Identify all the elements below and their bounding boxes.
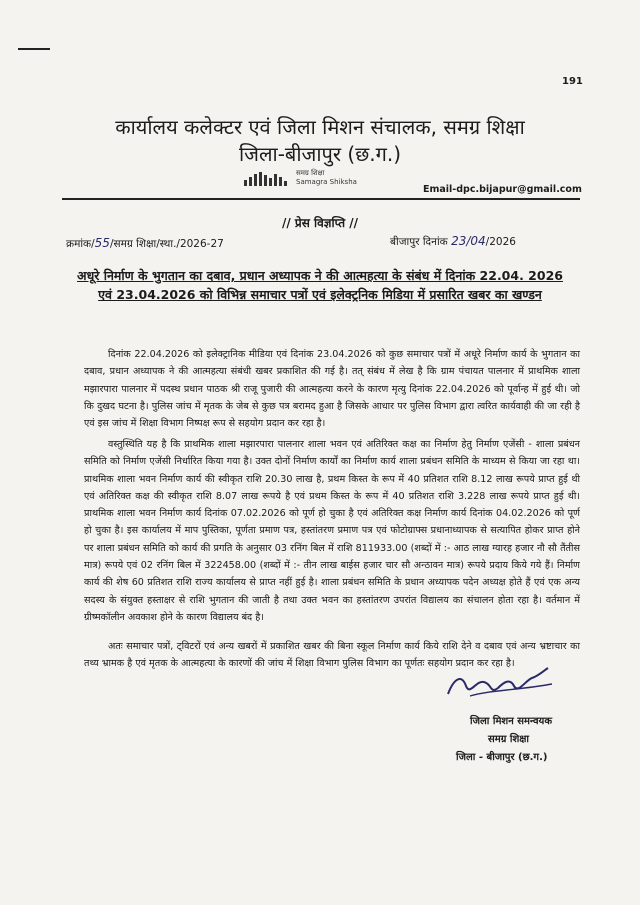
date-prefix: बीजापुर दिनांक — [390, 236, 448, 248]
subject-heading — [72, 266, 568, 304]
signatory-designation: जिला मिशन समन्वयक — [470, 716, 553, 727]
paragraph-1 — [84, 346, 580, 432]
reference-prefix: क्रमांक/ — [66, 238, 95, 250]
press-release-heading: // प्रेस विज्ञप्ति // — [281, 216, 359, 230]
paragraph-3-text: अतः समाचार पत्रों, ट्विटरों एवं अन्य खबरों में प्रकाशित खबर की बिना स्कूल निर्माण कार्य किये राशि देने व दबाव एवं अन्य भ्रष्टाचार का तथ्य भ्रामक है एवं मृतक के आत्महत्या के कारणों की जांच में शिक्षा विभाग पुलिस विभाग का पूर्णतः सहयोग प्रदान कर रहा है। — [84, 641, 580, 670]
page-number: 191 — [562, 76, 583, 87]
paragraph-2-text: वस्तुस्थिति यह है कि प्राथमिक शाला मझारपारा पालनार शाला भवन एवं अतिरिक्त कक्ष का निर्माण हेतु निर्माण एजेंसी - शाला प्रबंधन समिति को निर्माण एजेंसी निर्धारित किया गया है। उक्त दोनों निर्माण कार्यों का निर्माण कार्य शाला प्रबंधन समिति के माध्यम से किया जा रहा था। प्राथमिक शाला भवन निर्माण कार्य की स्वीकृत राशि 20.30 लाख है, प्रथम किस्त के रूप में 40 प्रतिशत राशि 8.12 लाख रूपये प्राप्त हुई थी एवं अतिरिक्त कक्ष की स्वीकृत राशि 8.07 लाख रूपये है एवं प्रथम किस्त के रूप में 40 प्रतिशत राशि 3.228 लाख रूपये प्राप्त हुई थी। प्राथमिक शाला भवन निर्माण कार्य दिनांक 07.02.2026 को पूर्ण हो चुका है एवं अतिरिक्त कक्ष निर्माण कार्य दिनांक 04.02.2026 को पूर्ण हो चुका है। इस कार्यालय में माप पुस्तिका, पूर्णता प्रमाण पत्र, हस्तांतरण प्रमाण पत्र एवं फोटोग्राफ्स प्रधानाध्यापक से सत्यापित होकर प्राप्त होने पर शाला प्रबंधन समिति को कार्य की प्रगति के अनुसार 03 रनिंग बिल में राशि 811933.00 (शब्दों में :- आठ लाख ग्यारह हजार नौ सौ तैंतीस मात्र) रूपये एवं 02 रनिंग बिल में 322458.00 (शब्दों में :- तीन लाख बाईस हजार चार सौ अन्ठावन मात्र) रूपये प्रदाय किये गये हैं। निर्माण कार्य की शेष 60 प्रतिशत राशि राज्य कार्यालय से प्राप्त नहीं हुई है। शाला प्रबंधन समिति के प्रधान अध्यापक पदेन अध्यक्ष होते हैं एवं एक अन्य सदस्य के संयुक्त हस्ताक्षर से राशि भुगतान की जाती है तथा उक्त भवन का हस्तांतरण उपरांत विद्यालय का संचालन होता रहा है। वर्तमान में ग्रीष्मकॉलीन अवकाश होने के कारण विद्यालय बंद है। — [84, 439, 580, 623]
office-location: जिला-बीजापुर (छ.ग.) — [238, 142, 402, 166]
signatory-department: समग्र शिक्षा — [488, 734, 530, 745]
paragraph-1-text: दिनांक 22.04.2026 को इलेक्ट्रानिक मीडिया एवं दिनांक 23.04.2026 को कुछ समाचार पत्रों में अधूरे निर्माण कार्य के भुगतान का दबाव, प्रधान अध्यापक ने की आत्महत्या संबंधी खबर प्रकाशित की गई है। तत् संबंध में लेख है कि ग्राम पंचायत पालनार में प्राथमिक शाला मझारपारा पालनार में पदस्थ प्रधान पाठक श्री राजू पुजारी की आत्महत्या करने के कारण मृत्यु दिनांक 22.04.2026 को पूर्वान्ह में हुई थी। जो कि दुखद घटना है। पुलिस जांच में मृतक के जेब से कुछ पत्र बरामद हुआ है जिसके आधार पर पुलिस विभाग द्वारा त्वरित कार्यवाही की जा रही है एवं इस जांच में शिक्षा विभाग निष्पक्ष रूप से सहयोग प्रदान कर रहा है। — [84, 349, 580, 430]
paragraph-2 — [84, 436, 580, 626]
signatory-block — [456, 713, 553, 767]
header-divider — [62, 198, 580, 200]
date-handwritten: 23/04 — [451, 234, 486, 248]
logo-text-english: Samagra Shiksha — [296, 178, 357, 186]
logo-text-hindi: समग्र शिक्षा — [296, 169, 325, 177]
margin-mark — [18, 48, 50, 50]
date-year: /2026 — [485, 236, 516, 248]
document-date — [390, 234, 516, 249]
reference-suffix: /समग्र शिक्षा/स्था./2026-27 — [109, 238, 224, 250]
office-email: Email-dpc.bijapur@gmail.com — [423, 184, 582, 195]
office-title: कार्यालय कलेक्टर एवं जिला मिशन संचालक, समग्र शिक्षा — [115, 115, 525, 139]
reference-handwritten-number: 55 — [94, 236, 110, 250]
handwritten-signature — [440, 660, 560, 706]
signatory-district: जिला - बीजापुर (छ.ग.) — [456, 752, 548, 763]
reference-number — [66, 236, 224, 251]
samagra-shiksha-logo — [244, 168, 364, 190]
logo-bars-icon — [244, 172, 290, 186]
subject-text: अधूरे निर्माण के भुगतान का दबाव, प्रधान अध्यापक ने की आत्महत्या के संबंध में दिनांक 22.04. 2026 एवं 23.04.2026 को विभिन्न समाचार पत्रों एवं इलेक्ट्रनिक मिडिया में प्रसारित खबर का खण्डन — [77, 268, 563, 302]
